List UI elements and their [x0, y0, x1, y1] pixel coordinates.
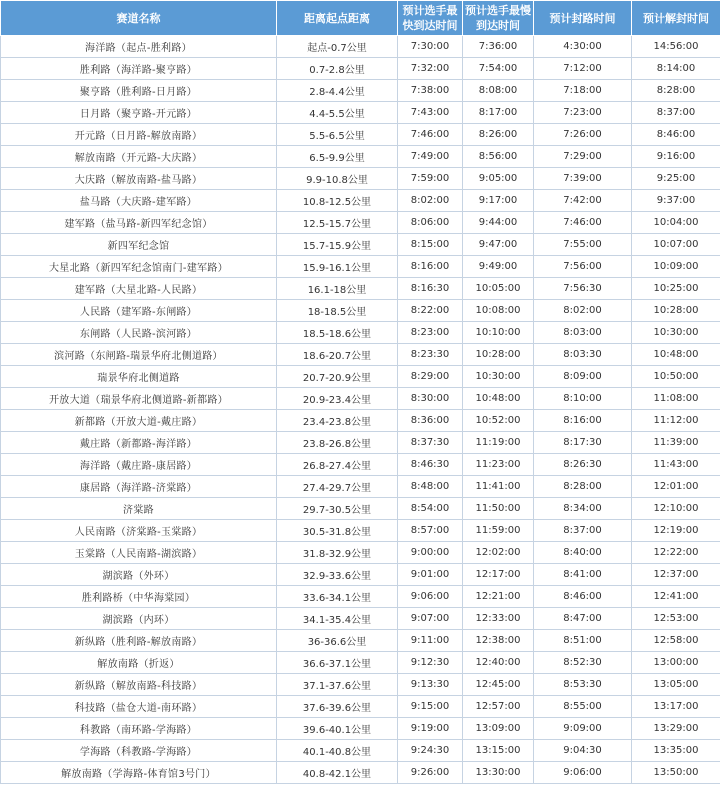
- cell-slowest-time: 10:10:00: [463, 322, 534, 344]
- cell-slowest-time: 8:17:00: [463, 102, 534, 124]
- cell-fastest-time: 8:37:30: [398, 432, 463, 454]
- cell-slowest-time: 10:28:00: [463, 344, 534, 366]
- cell-slowest-time: 12:38:00: [463, 630, 534, 652]
- cell-fastest-time: 9:15:00: [398, 696, 463, 718]
- cell-slowest-time: 11:41:00: [463, 476, 534, 498]
- cell-close-time: 8:17:30: [534, 432, 632, 454]
- cell-reopen-time: 13:00:00: [632, 652, 720, 674]
- cell-fastest-time: 9:00:00: [398, 542, 463, 564]
- table-row: [1, 586, 720, 608]
- cell-road-name: 解放南路（学海路-体育馆3号门）: [1, 762, 277, 784]
- table-body: [1, 36, 720, 784]
- cell-road-name: 湖滨路（外环）: [1, 564, 277, 586]
- table-row: [1, 58, 720, 80]
- cell-road-name: 大星北路（新四军纪念馆南门-建军路）: [1, 256, 277, 278]
- cell-reopen-time: 13:05:00: [632, 674, 720, 696]
- table-row: [1, 234, 720, 256]
- cell-road-name: 人民南路（济棠路-玉棠路）: [1, 520, 277, 542]
- table-row: [1, 410, 720, 432]
- cell-reopen-time: 11:12:00: [632, 410, 720, 432]
- cell-road-name: 玉棠路（人民南路-湖滨路）: [1, 542, 277, 564]
- header-fastest: 预计选手最快到达时间: [398, 1, 463, 36]
- cell-distance: 18.6-20.7公里: [277, 344, 398, 366]
- cell-slowest-time: 13:30:00: [463, 762, 534, 784]
- cell-close-time: 9:06:00: [534, 762, 632, 784]
- cell-reopen-time: 12:22:00: [632, 542, 720, 564]
- cell-fastest-time: 7:38:00: [398, 80, 463, 102]
- cell-slowest-time: 12:45:00: [463, 674, 534, 696]
- cell-close-time: 8:26:30: [534, 454, 632, 476]
- cell-fastest-time: 7:30:00: [398, 36, 463, 58]
- table-row: [1, 762, 720, 784]
- cell-distance: 16.1-18公里: [277, 278, 398, 300]
- cell-close-time: 8:41:00: [534, 564, 632, 586]
- table-row: [1, 146, 720, 168]
- table-row: [1, 432, 720, 454]
- table-row: [1, 300, 720, 322]
- cell-fastest-time: 8:15:00: [398, 234, 463, 256]
- cell-fastest-time: 9:07:00: [398, 608, 463, 630]
- cell-reopen-time: 9:16:00: [632, 146, 720, 168]
- cell-fastest-time: 7:43:00: [398, 102, 463, 124]
- cell-road-name: 解放南路（折返）: [1, 652, 277, 674]
- cell-fastest-time: 8:06:00: [398, 212, 463, 234]
- cell-close-time: 7:18:00: [534, 80, 632, 102]
- cell-slowest-time: 9:49:00: [463, 256, 534, 278]
- table-row: [1, 322, 720, 344]
- cell-close-time: 8:16:00: [534, 410, 632, 432]
- cell-reopen-time: 8:37:00: [632, 102, 720, 124]
- cell-reopen-time: 10:07:00: [632, 234, 720, 256]
- cell-close-time: 8:46:00: [534, 586, 632, 608]
- table-row: [1, 608, 720, 630]
- cell-reopen-time: 13:29:00: [632, 718, 720, 740]
- table-row: [1, 212, 720, 234]
- cell-slowest-time: 8:56:00: [463, 146, 534, 168]
- cell-fastest-time: 7:59:00: [398, 168, 463, 190]
- cell-distance: 4.4-5.5公里: [277, 102, 398, 124]
- cell-distance: 34.1-35.4公里: [277, 608, 398, 630]
- cell-slowest-time: 12:02:00: [463, 542, 534, 564]
- cell-distance: 20.9-23.4公里: [277, 388, 398, 410]
- table-row: [1, 674, 720, 696]
- cell-reopen-time: 13:17:00: [632, 696, 720, 718]
- table-row: [1, 168, 720, 190]
- cell-close-time: 8:03:30: [534, 344, 632, 366]
- cell-road-name: 康居路（海洋路-济棠路）: [1, 476, 277, 498]
- header-name: 赛道名称: [1, 1, 277, 36]
- table-row: [1, 36, 720, 58]
- cell-fastest-time: 8:16:00: [398, 256, 463, 278]
- cell-fastest-time: 8:22:00: [398, 300, 463, 322]
- cell-distance: 26.8-27.4公里: [277, 454, 398, 476]
- cell-fastest-time: 8:30:00: [398, 388, 463, 410]
- cell-close-time: 7:56:00: [534, 256, 632, 278]
- cell-reopen-time: 8:28:00: [632, 80, 720, 102]
- cell-road-name: 湖滨路（内环）: [1, 608, 277, 630]
- cell-road-name: 戴庄路（新都路-海洋路）: [1, 432, 277, 454]
- table-row: [1, 344, 720, 366]
- cell-fastest-time: 8:46:30: [398, 454, 463, 476]
- cell-distance: 2.8-4.4公里: [277, 80, 398, 102]
- cell-slowest-time: 9:05:00: [463, 168, 534, 190]
- cell-slowest-time: 11:50:00: [463, 498, 534, 520]
- cell-distance: 6.5-9.9公里: [277, 146, 398, 168]
- cell-slowest-time: 12:21:00: [463, 586, 534, 608]
- cell-distance: 18-18.5公里: [277, 300, 398, 322]
- cell-reopen-time: 10:25:00: [632, 278, 720, 300]
- cell-distance: 40.8-42.1公里: [277, 762, 398, 784]
- cell-fastest-time: 8:57:00: [398, 520, 463, 542]
- cell-close-time: 7:26:00: [534, 124, 632, 146]
- cell-fastest-time: 8:16:30: [398, 278, 463, 300]
- cell-slowest-time: 8:08:00: [463, 80, 534, 102]
- cell-reopen-time: 12:53:00: [632, 608, 720, 630]
- cell-close-time: 8:53:30: [534, 674, 632, 696]
- cell-distance: 27.4-29.7公里: [277, 476, 398, 498]
- cell-distance: 37.1-37.6公里: [277, 674, 398, 696]
- cell-reopen-time: 13:35:00: [632, 740, 720, 762]
- table-row: [1, 564, 720, 586]
- table-row: [1, 190, 720, 212]
- cell-fastest-time: 8:48:00: [398, 476, 463, 498]
- cell-fastest-time: 8:23:00: [398, 322, 463, 344]
- cell-reopen-time: 13:50:00: [632, 762, 720, 784]
- cell-road-name: 科技路（盐仓大道-南环路）: [1, 696, 277, 718]
- cell-road-name: 人民路（建军路-东闸路）: [1, 300, 277, 322]
- cell-road-name: 学海路（科教路-学海路）: [1, 740, 277, 762]
- cell-reopen-time: 14:56:00: [632, 36, 720, 58]
- cell-road-name: 聚亨路（胜利路-日月路）: [1, 80, 277, 102]
- table-row: [1, 498, 720, 520]
- table-row: [1, 278, 720, 300]
- cell-close-time: 8:28:00: [534, 476, 632, 498]
- cell-distance: 31.8-32.9公里: [277, 542, 398, 564]
- cell-reopen-time: 12:37:00: [632, 564, 720, 586]
- cell-fastest-time: 7:46:00: [398, 124, 463, 146]
- cell-distance: 29.7-30.5公里: [277, 498, 398, 520]
- cell-close-time: 9:04:30: [534, 740, 632, 762]
- cell-slowest-time: 9:47:00: [463, 234, 534, 256]
- cell-fastest-time: 8:36:00: [398, 410, 463, 432]
- cell-close-time: 7:39:00: [534, 168, 632, 190]
- cell-fastest-time: 8:54:00: [398, 498, 463, 520]
- cell-slowest-time: 13:15:00: [463, 740, 534, 762]
- cell-close-time: 7:29:00: [534, 146, 632, 168]
- cell-fastest-time: 7:49:00: [398, 146, 463, 168]
- table-row: [1, 520, 720, 542]
- cell-close-time: 8:40:00: [534, 542, 632, 564]
- cell-distance: 12.5-15.7公里: [277, 212, 398, 234]
- cell-reopen-time: 11:43:00: [632, 454, 720, 476]
- table-row: [1, 366, 720, 388]
- cell-slowest-time: 12:33:00: [463, 608, 534, 630]
- cell-reopen-time: 12:10:00: [632, 498, 720, 520]
- cell-close-time: 7:23:00: [534, 102, 632, 124]
- cell-distance: 15.7-15.9公里: [277, 234, 398, 256]
- cell-reopen-time: 12:19:00: [632, 520, 720, 542]
- header-reopen: 预计解封时间: [632, 1, 720, 36]
- cell-slowest-time: 10:30:00: [463, 366, 534, 388]
- cell-distance: 18.5-18.6公里: [277, 322, 398, 344]
- cell-slowest-time: 10:08:00: [463, 300, 534, 322]
- cell-slowest-time: 11:23:00: [463, 454, 534, 476]
- cell-reopen-time: 12:01:00: [632, 476, 720, 498]
- cell-reopen-time: 10:30:00: [632, 322, 720, 344]
- table-row: [1, 80, 720, 102]
- table-row: [1, 102, 720, 124]
- cell-road-name: 瑞景华府北侧道路: [1, 366, 277, 388]
- cell-distance: 33.6-34.1公里: [277, 586, 398, 608]
- cell-fastest-time: 9:24:30: [398, 740, 463, 762]
- cell-close-time: 7:55:00: [534, 234, 632, 256]
- cell-road-name: 新四军纪念馆: [1, 234, 277, 256]
- table-row: [1, 124, 720, 146]
- cell-slowest-time: 9:44:00: [463, 212, 534, 234]
- cell-fastest-time: 8:29:00: [398, 366, 463, 388]
- cell-slowest-time: 11:19:00: [463, 432, 534, 454]
- cell-distance: 32.9-33.6公里: [277, 564, 398, 586]
- cell-distance: 37.6-39.6公里: [277, 696, 398, 718]
- cell-close-time: 7:12:00: [534, 58, 632, 80]
- cell-road-name: 大庆路（解放南路-盐马路）: [1, 168, 277, 190]
- cell-reopen-time: 12:41:00: [632, 586, 720, 608]
- cell-distance: 39.6-40.1公里: [277, 718, 398, 740]
- cell-road-name: 滨河路（东闸路-瑞景华府北侧道路）: [1, 344, 277, 366]
- table-row: [1, 454, 720, 476]
- cell-close-time: 8:55:00: [534, 696, 632, 718]
- cell-road-name: 解放南路（开元路-大庆路）: [1, 146, 277, 168]
- cell-close-time: 8:52:30: [534, 652, 632, 674]
- cell-slowest-time: 10:05:00: [463, 278, 534, 300]
- cell-fastest-time: 9:12:30: [398, 652, 463, 674]
- cell-close-time: 8:34:00: [534, 498, 632, 520]
- cell-distance: 23.8-26.8公里: [277, 432, 398, 454]
- cell-slowest-time: 8:26:00: [463, 124, 534, 146]
- cell-distance: 36.6-37.1公里: [277, 652, 398, 674]
- cell-distance: 23.4-23.8公里: [277, 410, 398, 432]
- cell-close-time: 8:37:00: [534, 520, 632, 542]
- table-row: [1, 718, 720, 740]
- cell-slowest-time: 11:59:00: [463, 520, 534, 542]
- cell-close-time: 8:51:00: [534, 630, 632, 652]
- cell-fastest-time: 8:23:30: [398, 344, 463, 366]
- header-slowest: 预计选手最慢到达时间: [463, 1, 534, 36]
- cell-reopen-time: 10:09:00: [632, 256, 720, 278]
- table-row: [1, 256, 720, 278]
- cell-road-name: 建军路（盐马路-新四军纪念馆）: [1, 212, 277, 234]
- cell-distance: 36-36.6公里: [277, 630, 398, 652]
- cell-road-name: 胜利路（海洋路-聚亨路）: [1, 58, 277, 80]
- cell-close-time: 7:56:30: [534, 278, 632, 300]
- cell-distance: 9.9-10.8公里: [277, 168, 398, 190]
- cell-road-name: 胜利路桥（中华海棠园）: [1, 586, 277, 608]
- cell-slowest-time: 9:17:00: [463, 190, 534, 212]
- cell-road-name: 海洋路（戴庄路-康居路）: [1, 454, 277, 476]
- cell-distance: 40.1-40.8公里: [277, 740, 398, 762]
- cell-road-name: 新都路（开放大道-戴庄路）: [1, 410, 277, 432]
- cell-reopen-time: 9:37:00: [632, 190, 720, 212]
- cell-close-time: 8:09:00: [534, 366, 632, 388]
- cell-road-name: 日月路（聚亨路-开元路）: [1, 102, 277, 124]
- cell-road-name: 新纵路（胜利路-解放南路）: [1, 630, 277, 652]
- cell-reopen-time: 9:25:00: [632, 168, 720, 190]
- table-row: [1, 652, 720, 674]
- cell-slowest-time: 10:48:00: [463, 388, 534, 410]
- cell-slowest-time: 13:09:00: [463, 718, 534, 740]
- cell-slowest-time: 12:17:00: [463, 564, 534, 586]
- cell-fastest-time: 9:11:00: [398, 630, 463, 652]
- cell-reopen-time: 10:48:00: [632, 344, 720, 366]
- cell-close-time: 7:42:00: [534, 190, 632, 212]
- cell-slowest-time: 7:36:00: [463, 36, 534, 58]
- table-row: [1, 740, 720, 762]
- cell-road-name: 科教路（南环路-学海路）: [1, 718, 277, 740]
- cell-reopen-time: 12:58:00: [632, 630, 720, 652]
- cell-road-name: 盐马路（大庆路-建军路）: [1, 190, 277, 212]
- cell-close-time: 8:47:00: [534, 608, 632, 630]
- cell-close-time: 9:09:00: [534, 718, 632, 740]
- cell-distance: 15.9-16.1公里: [277, 256, 398, 278]
- cell-slowest-time: 7:54:00: [463, 58, 534, 80]
- cell-distance: 5.5-6.5公里: [277, 124, 398, 146]
- cell-road-name: 新纵路（解放南路-科技路）: [1, 674, 277, 696]
- cell-distance: 0.7-2.8公里: [277, 58, 398, 80]
- cell-slowest-time: 10:52:00: [463, 410, 534, 432]
- cell-distance: 起点-0.7公里: [277, 36, 398, 58]
- cell-fastest-time: 7:32:00: [398, 58, 463, 80]
- cell-fastest-time: 8:02:00: [398, 190, 463, 212]
- cell-road-name: 济棠路: [1, 498, 277, 520]
- cell-slowest-time: 12:57:00: [463, 696, 534, 718]
- cell-close-time: 8:10:00: [534, 388, 632, 410]
- cell-road-name: 开放大道（瑞景华府北侧道路-新都路）: [1, 388, 277, 410]
- cell-close-time: 4:30:00: [534, 36, 632, 58]
- cell-slowest-time: 12:40:00: [463, 652, 534, 674]
- cell-reopen-time: 8:14:00: [632, 58, 720, 80]
- cell-road-name: 东闸路（人民路-滨河路）: [1, 322, 277, 344]
- cell-close-time: 8:03:00: [534, 322, 632, 344]
- cell-reopen-time: 11:39:00: [632, 432, 720, 454]
- cell-road-name: 建军路（大星北路-人民路）: [1, 278, 277, 300]
- table-row: [1, 696, 720, 718]
- cell-distance: 20.7-20.9公里: [277, 366, 398, 388]
- cell-fastest-time: 9:26:00: [398, 762, 463, 784]
- cell-fastest-time: 9:06:00: [398, 586, 463, 608]
- cell-close-time: 7:46:00: [534, 212, 632, 234]
- cell-distance: 10.8-12.5公里: [277, 190, 398, 212]
- cell-road-name: 开元路（日月路-解放南路）: [1, 124, 277, 146]
- table-row: [1, 476, 720, 498]
- cell-fastest-time: 9:13:30: [398, 674, 463, 696]
- cell-reopen-time: 11:08:00: [632, 388, 720, 410]
- cell-fastest-time: 9:01:00: [398, 564, 463, 586]
- cell-distance: 30.5-31.8公里: [277, 520, 398, 542]
- table-row: [1, 630, 720, 652]
- cell-close-time: 8:02:00: [534, 300, 632, 322]
- cell-road-name: 海洋路（起点-胜利路）: [1, 36, 277, 58]
- cell-reopen-time: 10:28:00: [632, 300, 720, 322]
- cell-reopen-time: 8:46:00: [632, 124, 720, 146]
- cell-fastest-time: 9:19:00: [398, 718, 463, 740]
- header-row: [1, 1, 720, 36]
- cell-reopen-time: 10:50:00: [632, 366, 720, 388]
- header-distance: 距离起点距离: [277, 1, 398, 36]
- header-close: 预计封路时间: [534, 1, 632, 36]
- cell-reopen-time: 10:04:00: [632, 212, 720, 234]
- table-row: [1, 542, 720, 564]
- table-row: [1, 388, 720, 410]
